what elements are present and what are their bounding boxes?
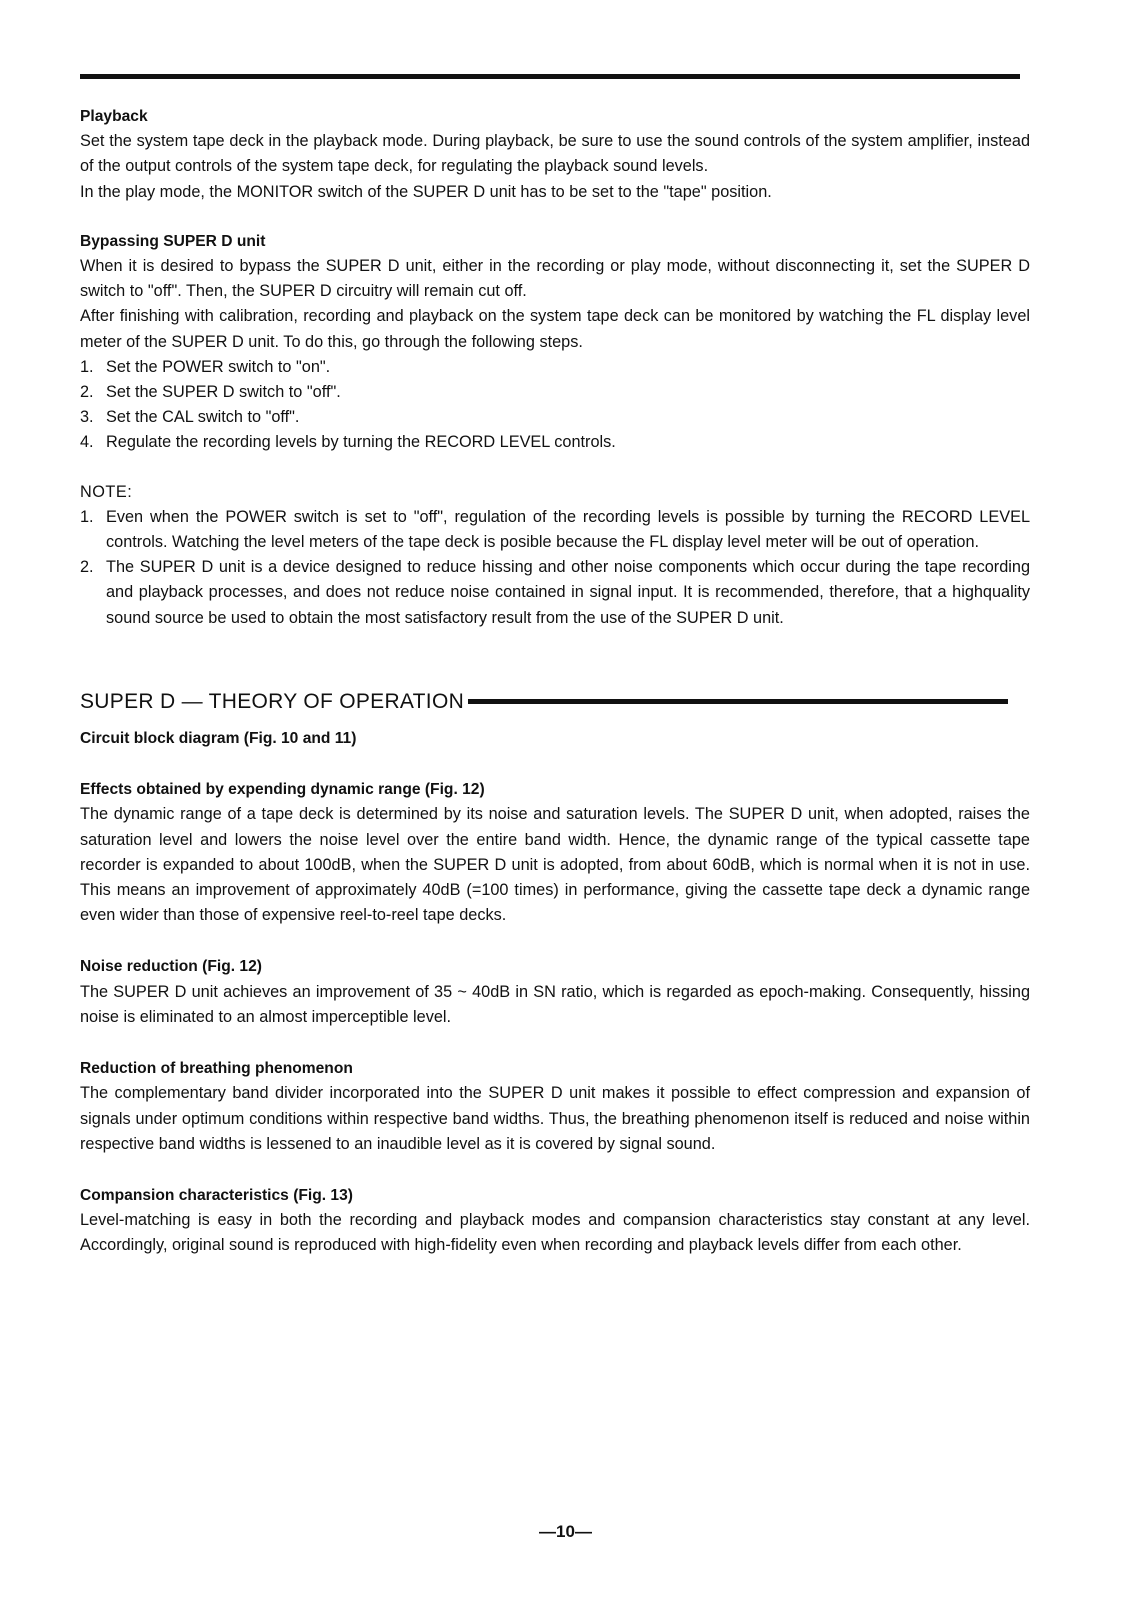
compansion-block: [80, 1183, 1030, 1259]
page-number: —10—: [539, 1522, 592, 1541]
step-number: 1.: [80, 357, 94, 376]
bypassing-paragraph-2: After finishing with calibration, recording and playback on the system tape deck can be monitored by watching the FL display level meter of the SUPER D unit. To do this, go through the following steps.: [80, 307, 1030, 351]
list-item: [80, 430, 1030, 455]
note-number: 2.: [80, 558, 94, 577]
list-item: [80, 380, 1030, 405]
note-label: NOTE:: [80, 482, 133, 501]
note-text: Even when the POWER switch is set to "off", regulation of the recording levels is possible by turning the RECORD LEVEL controls. Watching the level meters of the tape deck is posible because the FL display level meter will be out of operation.: [106, 507, 1030, 552]
note-number: 1.: [80, 507, 94, 526]
circuit-block: [80, 726, 1030, 751]
compansion-text: Level-matching is easy in both the recording and playback modes and compansion characteristics stay constant at any level. Accordingly, original sound is reproduced with high-fidelity even when recording and playback levels differ from each other.: [80, 1211, 1030, 1255]
step-number: 4.: [80, 433, 94, 452]
bypassing-section: [80, 229, 1030, 456]
step-text: Set the SUPER D switch to "off".: [106, 383, 341, 402]
list-item: [80, 555, 1030, 631]
note-text: The SUPER D unit is a device designed to reduce hissing and other noise components which occur during the tape recording and playback processes, and does not reduce noise contained in signal input. It is recommended, therefore, that a highquality sound source be used to obtain the most satisfactory result from the use of the SUPER D unit.: [106, 558, 1030, 627]
section-title: SUPER D — THEORY OF OPERATION: [80, 689, 465, 713]
bypassing-heading: Bypassing SUPER D unit: [80, 232, 266, 250]
compansion-heading: Compansion characteristics (Fig. 13): [80, 1186, 353, 1204]
effects-block: [80, 777, 1030, 928]
noise-block: [80, 954, 1030, 1030]
bypassing-steps: [80, 355, 1030, 456]
playback-paragraph-1: Set the system tape deck in the playback mode. During playback, be sure to use the sound controls of the system amplifier, instead of the output controls of the system tape deck, for regulating the playback sound levels.: [80, 132, 1030, 176]
effects-text: The dynamic range of a tape deck is determined by its noise and saturation levels. The SUPER D unit, when adopted, raises the saturation level and lowers the noise level over the entire band width. Hence, the dynamic range of the typical cassette tape recorder is expanded to about 100dB, when the SUPER D unit is adopted, from about 60dB, which is normal when it is not in use. This means an improvement of approximately 40dB (=100 times) in performance, giving the cassette tape deck a dynamic range even wider than those of expensive reel-to-reel tape decks.: [80, 805, 1030, 925]
note-list: [80, 505, 1030, 631]
step-text: Set the CAL switch to "off".: [106, 408, 300, 427]
section-title-row: [80, 689, 1030, 714]
list-item: [80, 505, 1030, 555]
step-text: Regulate the recording levels by turning the RECORD LEVEL controls.: [106, 433, 616, 452]
playback-heading: Playback: [80, 108, 148, 125]
playback-paragraph-2: In the play mode, the MONITOR switch of the SUPER D unit has to be set to the "tape" position.: [80, 182, 772, 201]
list-item: [80, 355, 1030, 380]
effects-heading: Effects obtained by expending dynamic range (Fig. 12): [80, 781, 485, 799]
breathing-heading: Reduction of breathing phenomenon: [80, 1060, 353, 1078]
step-number: 3.: [80, 408, 94, 427]
step-text: Set the POWER switch to "on".: [106, 357, 331, 376]
playback-section: [80, 104, 1030, 205]
noise-heading: Noise reduction (Fig. 12): [80, 958, 262, 976]
circuit-heading: Circuit block diagram (Fig. 10 and 11): [80, 730, 357, 748]
top-rule: [80, 74, 1020, 79]
breathing-block: [80, 1056, 1030, 1157]
document-page: [80, 104, 1030, 1285]
note-section: [80, 480, 1030, 631]
bypassing-paragraph-1: When it is desired to bypass the SUPER D unit, either in the recording or play mode, without disconnecting it, set the SUPER D switch to "off". Then, the SUPER D circuitry will remain cut off.: [80, 257, 1030, 301]
step-number: 2.: [80, 383, 94, 402]
section-rule: [468, 699, 1008, 704]
list-item: [80, 405, 1030, 430]
breathing-text: The complementary band divider incorporated into the SUPER D unit makes it possible to effect compression and expansion of signals under optimum conditions within respective band widths. Thus, the breathing phenomenon itself is reduced and noise within respective band widths is lessened to an inaudible level as it is covered by signal sound.: [80, 1084, 1030, 1153]
noise-text: The SUPER D unit achieves an improvement of 35 ~ 40dB in SN ratio, which is regarded as epoch-making. Consequently, hissing noise is eliminated to an almost imperceptible level.: [80, 982, 1030, 1026]
